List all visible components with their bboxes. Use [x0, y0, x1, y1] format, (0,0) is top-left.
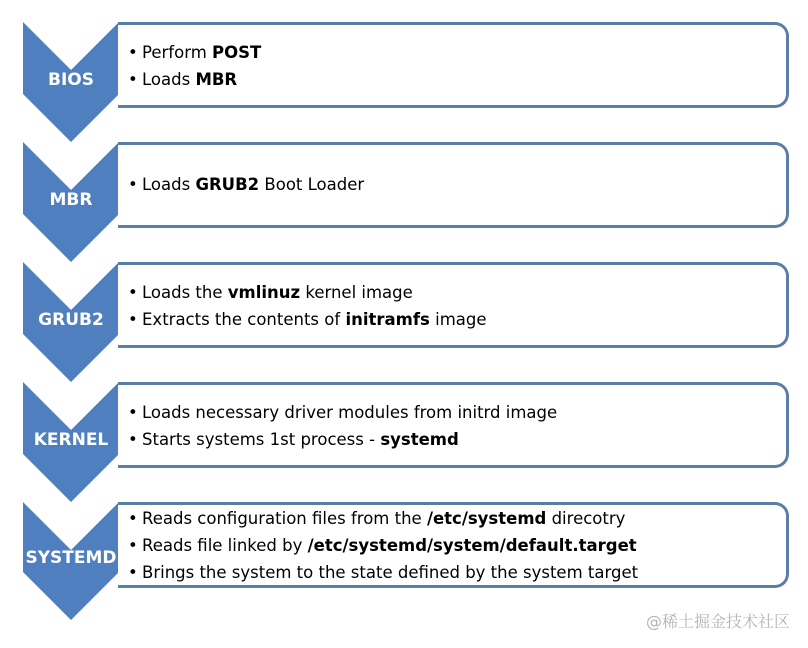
stage-chevron-kernel [23, 382, 119, 502]
bullet-icon: • [128, 563, 138, 582]
bold-term: /etc/systemd [426, 509, 547, 528]
bold-term: POST [212, 43, 262, 62]
text-segment: Loads the [142, 283, 228, 302]
bold-term: MBR [195, 70, 238, 89]
stage-box-systemd [118, 502, 789, 588]
stage-label: KERNEL [33, 430, 109, 450]
bold-term: initramfs [345, 310, 430, 329]
bold-term: GRUB2 [195, 175, 260, 194]
text-segment: Perform [142, 43, 213, 62]
watermark: @稀土掘金技术社区 [645, 612, 790, 631]
text-segment: kernel image [300, 283, 413, 302]
stage-chevron-systemd [23, 502, 119, 620]
bullet-item [128, 279, 487, 306]
text-segment: Brings the system to the state defined by the system target [142, 563, 639, 582]
bullet-item [128, 426, 557, 453]
text-segment: Starts systems 1st process - [142, 430, 381, 449]
bold-term: systemd [380, 430, 459, 449]
bold-term: vmlinuz [227, 283, 301, 302]
stage-label: MBR [49, 190, 93, 210]
bullet-icon: • [128, 536, 138, 555]
bullet-icon: • [128, 283, 138, 302]
bullet-icon: • [128, 43, 138, 62]
bullet-icon: • [128, 430, 138, 449]
bold-term: /etc/systemd/system/default.target [307, 536, 637, 555]
stage-chevron-grub2 [23, 262, 119, 382]
bullet-icon: • [128, 310, 138, 329]
text-segment: Reads file linked by [142, 536, 308, 555]
bullet-item [128, 66, 261, 93]
bullet-item [128, 559, 638, 586]
stage-chevron-mbr [23, 142, 119, 262]
bullet-item [128, 505, 638, 532]
text-segment: Reads configuration files from the [142, 509, 427, 528]
bullet-icon: • [128, 70, 138, 89]
bullet-icon: • [128, 403, 138, 422]
text-segment: Loads [142, 175, 196, 194]
bullet-icon: • [128, 175, 138, 194]
stage-label: GRUB2 [38, 310, 104, 330]
bullet-icon: • [128, 509, 138, 528]
bullet-item [128, 171, 364, 198]
stage-box-grub2 [118, 262, 789, 348]
bullet-item [128, 39, 261, 66]
text-segment: image [429, 310, 487, 329]
text-segment: Boot Loader [259, 175, 365, 194]
stage-box-kernel [118, 382, 789, 468]
bullet-item [128, 399, 557, 426]
text-segment: Loads [142, 70, 196, 89]
stage-box-bios [118, 22, 789, 108]
stage-label: SYSTEMD [25, 548, 117, 568]
stage-chevron-bios [23, 22, 119, 142]
bullet-item [128, 532, 638, 559]
stage-label: BIOS [48, 70, 94, 90]
text-segment: Loads necessary driver modules from initrd image [142, 403, 558, 422]
text-segment: direcotry [546, 509, 626, 528]
bullet-item [128, 306, 487, 333]
stage-box-mbr [118, 142, 789, 228]
text-segment: Extracts the contents of [142, 310, 346, 329]
